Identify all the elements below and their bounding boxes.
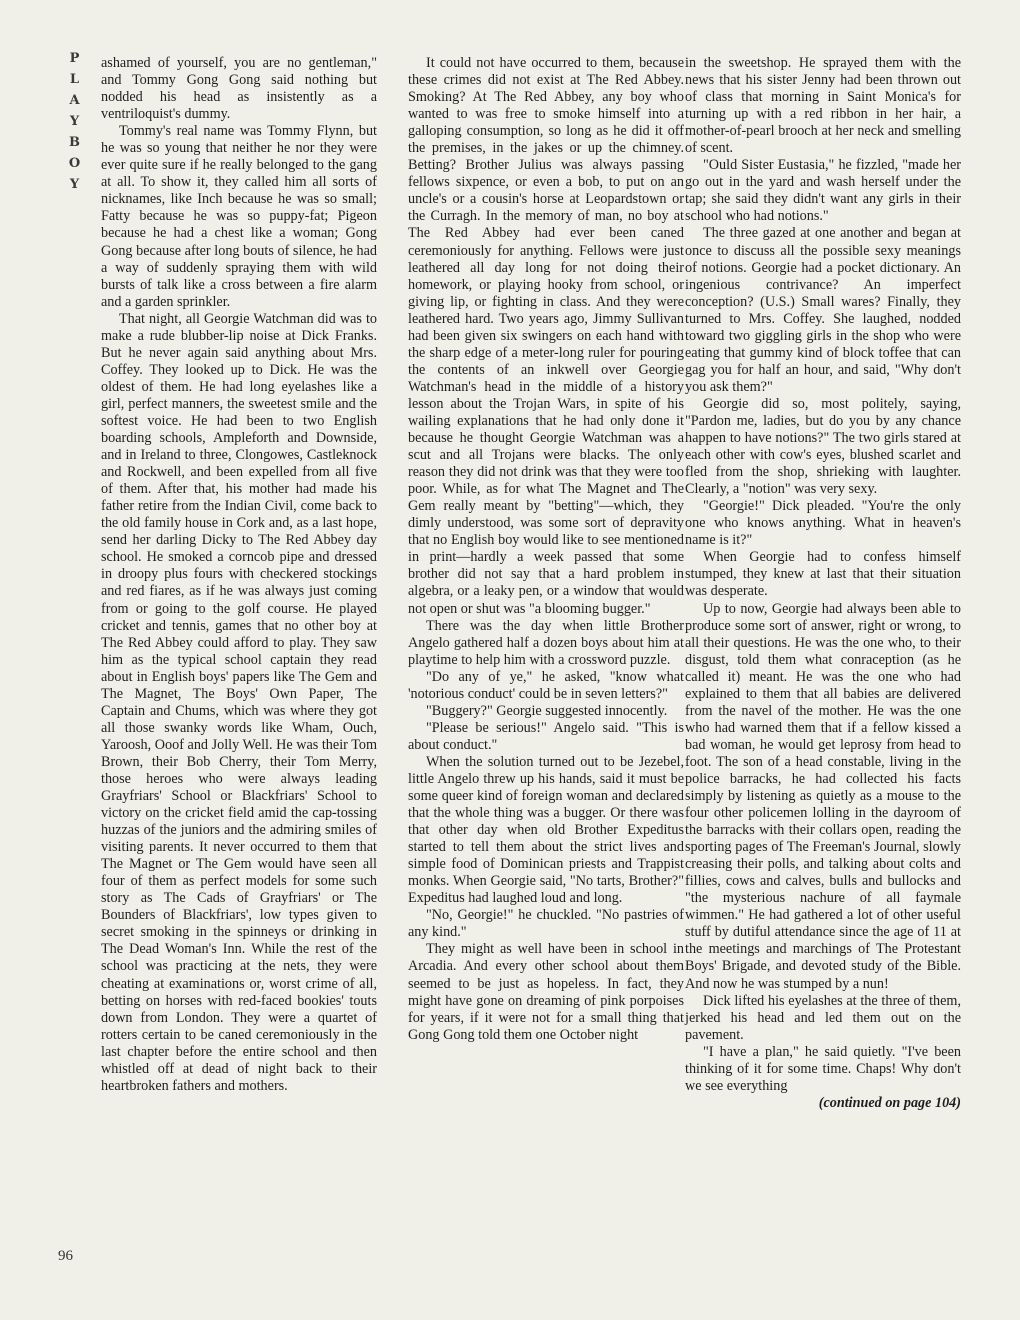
paragraph: Georgie did so, most politely, saying, "Pardon me, ladies, but do you by any chance happen to have notions?" The two girls stared at each other with cow's eyes, blushed scarlet and fled from the shop, shrieking with laughter. Clearly, a "notion" was very sexy. bbox=[685, 395, 961, 498]
paragraph: "No, Georgie!" he chuckled. "No pastries of any kind." bbox=[408, 907, 684, 941]
masthead-letter: Y bbox=[69, 114, 81, 129]
article-column-1 bbox=[101, 55, 377, 1095]
paragraph: They might as well have been in school in Arcadia. And every other school about them seemed to be just as hopeless. In fact, they might have gone on dreaming of pink porpoises for years, if it were not for a small thing that Gong Gong told them one October night bbox=[408, 941, 684, 1043]
paragraph: Tommy's real name was Tommy Flynn, but he was so young that neither he nor they were ever quite sure if he really belonged to the gang at all. To show it, they called him all sorts of nicknames, like Inch because he was so small; Fatty because he was so puppy-fat; Pigeon because he had a chest like a woman; Gong Gong because after long bouts of silence, he had a way of suddenly spraying them with wild bursts of talk like a cross between a fire alarm and a garden sprinkler. bbox=[101, 123, 377, 310]
paragraph: ashamed of yourself, you are no gentleman," and Tommy Gong Gong said nothing but nodded his head as insistently as a ventriloquist's dummy. bbox=[101, 55, 377, 123]
paragraph: in the sweetshop. He sprayed them with the news that his sister Jenny had been thrown out of class that morning in Saint Monica's for turning up with a red ribbon in her hair, a mother-of-pearl brooch at her neck and smelling of scent. bbox=[685, 55, 961, 157]
masthead-letter: P bbox=[69, 51, 81, 66]
page-number: 96 bbox=[58, 1248, 73, 1264]
paragraph: Up to now, Georgie had always been able to produce some sort of answer, right or wrong, to all their questions. He was the one who, to their disgust, told them what conraception (as he called it) meant. He was the one who had explained to them that all babies are delivered from the navel of the mother. He was the one who had warned them that if a fellow kissed a bad woman, he would get leprosy from head to foot. The son of a head constable, living in the police barracks, he had collected his facts simply by listening as quietly as a mouse to the four other policemen lolling in the dayroom of the barracks with their collars open, reading the sporting pages of The Freeman's Journal, slowly creasing their polls, and talking about colts and fillies, cows and calves, bulls and bullocks and "the mysterious nachure of all faymale wimmen." He had gathered a lot of other useful stuff by dutiful attendance since the age of 11 at the meetings and marchings of The Protestant Boys' Brigade, and devoted study of the Bible. And now he was stumped by a nun! bbox=[685, 600, 961, 992]
paragraph: When Georgie had to confess himself stumped, they knew at last that their situation was desperate. bbox=[685, 549, 961, 600]
paragraph: When the solution turned out to be Jezebel, little Angelo threw up his hands, said it must be some queer kind of foreign woman and declared that the whole thing was a bugger. Or there was that other day when old Brother Expeditus started to tell them about the strict lives and simple food of Dominican priests and Trappist monks. When Georgie said, "No tarts, Brother?" Expeditus had laughed loud and long. bbox=[408, 753, 684, 907]
paragraph: There was the day when little Brother Angelo gathered half a dozen boys about him at playtime to help him with a crossword puzzle. bbox=[408, 617, 684, 668]
paragraph: The three gazed at one another and began at once to discuss all the possible sexy meanings of notions. Georgie had a pocket dictionary. An ingenious contrivance? An imperfect conception? (U.S.) Small wares? Finally, they turned to Mrs. Coffey. She laughed, nodded toward two giggling girls in the shop who were eating that gummy kind of block toffee that can gag you for half an hour, and said, "Why don't you ask them?" bbox=[685, 225, 961, 395]
article-column-2 bbox=[408, 55, 684, 1044]
masthead-letter: O bbox=[68, 156, 82, 171]
article-column-3 bbox=[685, 55, 961, 1112]
masthead-letter: A bbox=[69, 93, 81, 108]
paragraph: Dick lifted his eyelashes at the three of them, jerked his head and led them out on the pavement. bbox=[685, 992, 961, 1043]
paragraph: "I have a plan," he said quietly. "I've been thinking of it for some time. Chaps! Why don't we see everything bbox=[685, 1043, 961, 1094]
masthead bbox=[60, 48, 90, 195]
paragraph: "Georgie!" Dick pleaded. "You're the only one who knows anything. What in heaven's name is it?" bbox=[685, 498, 961, 549]
masthead-letter: L bbox=[69, 72, 81, 87]
masthead-letter: B bbox=[69, 135, 81, 150]
paragraph: That night, all Georgie Watchman did was to make a rude blubber-lip noise at Dick Franks. But he never again said anything about Mrs. Coffey. They looked up to Dick. He was the oldest of them. He had long eyelashes like a girl, perfect manners, the sweetest smile and the softest voice. He had been to two English boarding schools, Ampleforth and Downside, and in Ireland to three, Clongowes, Castleknock and Rockwell, and been expelled from all five of them. After that, his mother had made his father retire from the Indian Civil, come back to the old family house in Cork and, as a last hope, send her darling Dicky to The Red Abbey day school. He smoked a corncob pipe and dressed in droopy plus fours with checkered stockings and red fiares, as if he was always just coming from or going to the golf course. He played cricket and tennis, games that no other boy at The Red Abbey could afford to play. They saw him as the typical school captain they read about in English boys' papers like The Gem and The Magnet, The Boys' Own Paper, The Captain and Chums, which was where they got all those swanky words like Wham, Ouch, Yaroosh, Ooof and Jolly Well. He was their Tom Brown, their Bob Cherry, their Tom Merry, those heroes who were always leading Grayfriars' School or Blackfriars' School to victory on the cricket field amid the cap-tossing huzzas of the juniors and the admiring smiles of visiting parents. It never occurred to them that The Magnet or The Gem would have seen all four of them as perfect models for some such story as The Cads of Grayfriars' or The Bounders of Blackfriars', low types given to secret smoking in the spinneys or drinking in The Dead Woman's Inn. While the rest of the school was practicing at the nets, they were cheating at examinations or, worst crime of all, betting on horses with red-faced bookies' touts down from London. They were a quartet of rotters certain to be caned ceremoniously in the last chapter before the entire school and then whistled off at dead of night back to their heartbroken fathers and mothers. bbox=[101, 310, 377, 1094]
paragraph: "Ould Sister Eustasia," he fizzled, "made her go out in the yard and wash herself under the tap; she said they didn't want any girls in their school who had notions." bbox=[685, 157, 961, 225]
paragraph: "Please be serious!" Angelo said. "This is about conduct." bbox=[408, 719, 684, 753]
paragraph: It could not have occurred to them, because these crimes did not exist at The Red Abbey. Smoking? At The Red Abbey, any boy who wanted to was free to smoke himself into a galloping consumption, so long as he did it off the premises, in the jakes or up the chimney. Betting? Brother Julius was always passing fellows sixpence, or even a bob, to put on an uncle's or a cousin's horse at Leopardstown or the Curragh. In the memory of man, no boy at The Red Abbey had ever been caned ceremoniously for anything. Fellows were just leathered all day long for not doing their homework, or playing hooky from school, or giving lip, or fighting in class. And they were leathered hard. Two years ago, Jimmy Sullivan had been given six swingers on each hand with the sharp edge of a meter-long ruler for pouring the contents of an inkwell over Georgie Watchman's head in the middle of a history lesson about the Trojan Wars, in spite of his wailing explanations that he had only done it because he thought Georgie Watchman was a scut and all Trojans were blacks. The only reason they did not drink was that they were too poor. While, as for what The Magnet and The Gem really meant by "betting"—which, they dimly understood, was some sort of depravity that no English boy would like to see mentioned in print—hardly a week passed that some brother did not say that a hard problem in algebra, or a leaky pen, or a window that would not open or shut was "a blooming bugger." bbox=[408, 55, 684, 617]
paragraph: "Do any of ye," he asked, "know what 'notorious conduct' could be in seven letters?" bbox=[408, 668, 684, 702]
continued-note: (continued on page 104) bbox=[818, 1094, 961, 1111]
masthead-letter: Y bbox=[69, 177, 81, 192]
paragraph: "Buggery?" Georgie suggested innocently. bbox=[426, 702, 668, 719]
